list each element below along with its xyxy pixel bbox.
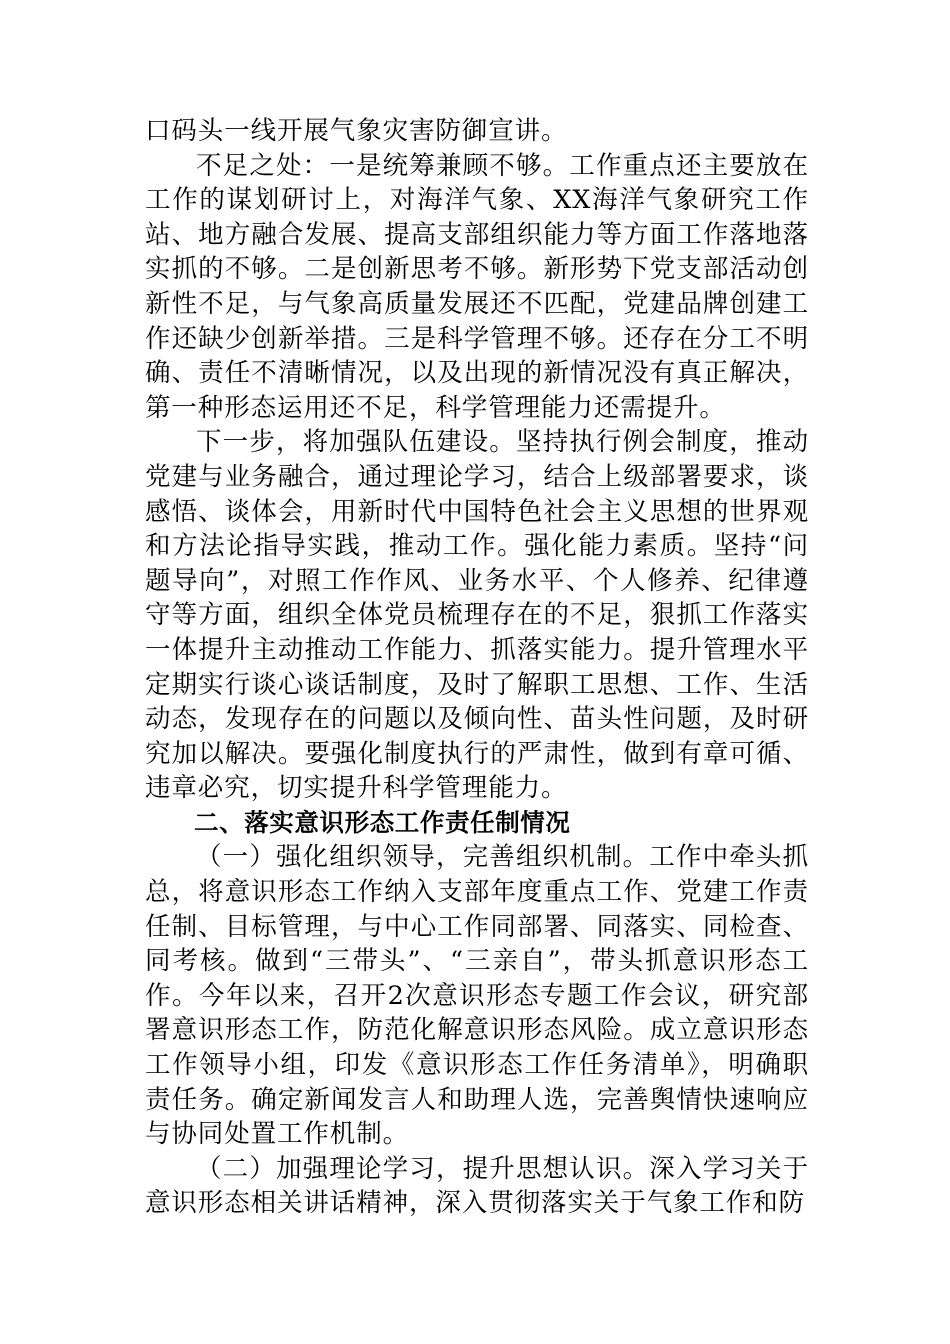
continuation-paragraph: 口码头一线开展气象灾害防御宣讲。 <box>145 116 568 146</box>
document-body <box>145 114 809 1221</box>
subsection-paragraph <box>145 1152 809 1221</box>
subsection-paragraph <box>145 840 809 1151</box>
subsection-lead: （一）强化组织领导，完善组织机制。 <box>196 842 650 873</box>
next-steps-paragraph: 下一步，将加强队伍建设。坚持执行例会制度，推动党建与业务融合，通过理论学习，结合上级部署要求，谈感悟、谈体会，用新时代中国特色社会主义思想的世界观和方法论指导实践，推动工作。强化能力素质。坚持“问题导向”，对照工作作风、业务水平、个人修养、纪律遵守等方面，组织全体党员梳理存在的不足，狠抓工作落实一体提升主动推动工作能力、抓落实能力。提升管理水平定期实行谈心谈话制度，及时了解职工思想、工作、生活动态，发现存在的问题以及倾向性、苗头性问题，及时研究加以解决。要强化制度执行的严肃性，做到有章可循、违章必究，切实提升科学管理能力。 <box>145 427 809 804</box>
subsection-text: 工作中牵头抓总，将意识形态工作纳入支部年度重点工作、党建工作责任制、目标管理，与中心工作同部署、同落实、同检查、同考核。做到“三带头”、“三亲自”，带头抓意识形态工作。今年以来，召开2次意识形态专题工作会议，研究部署意识形态工作，防范化解意识形态风险。成立意识形态工作领导小组，印发《意识形态工作任务清单》，明确职责任务。确定新闻发言人和助理人选，完善舆情快速响应与协同处置工作机制。 <box>145 842 809 1150</box>
section-heading: 二、落实意识形态工作责任制情况 <box>194 807 571 837</box>
shortcomings-paragraph: 不足之处：一是统筹兼顾不够。工作重点还主要放在工作的谋划研讨上，对海洋气象、XX海洋气象研究工作站、地方融合发展、提高支部组织能力等方面工作落地落实抓的不够。二是创新思考不够。新形势下党支部活动创新性不足，与气象高质量发展还不匹配，党建品牌创建工作还缺少创新举措。三是科学管理不够。还存在分工不明确、责任不清晰情况，以及出现的新情况没有真正解决，第一种形态运用还不足，科学管理能力还需提升。 <box>145 150 809 423</box>
subsection-lead: （二）加强理论学习，提升思想认识。 <box>196 1153 650 1184</box>
subsection-text: 深入学习关于意识形态相关讲话精神，深入贯彻落实关于气象工作和防 <box>145 1153 809 1219</box>
